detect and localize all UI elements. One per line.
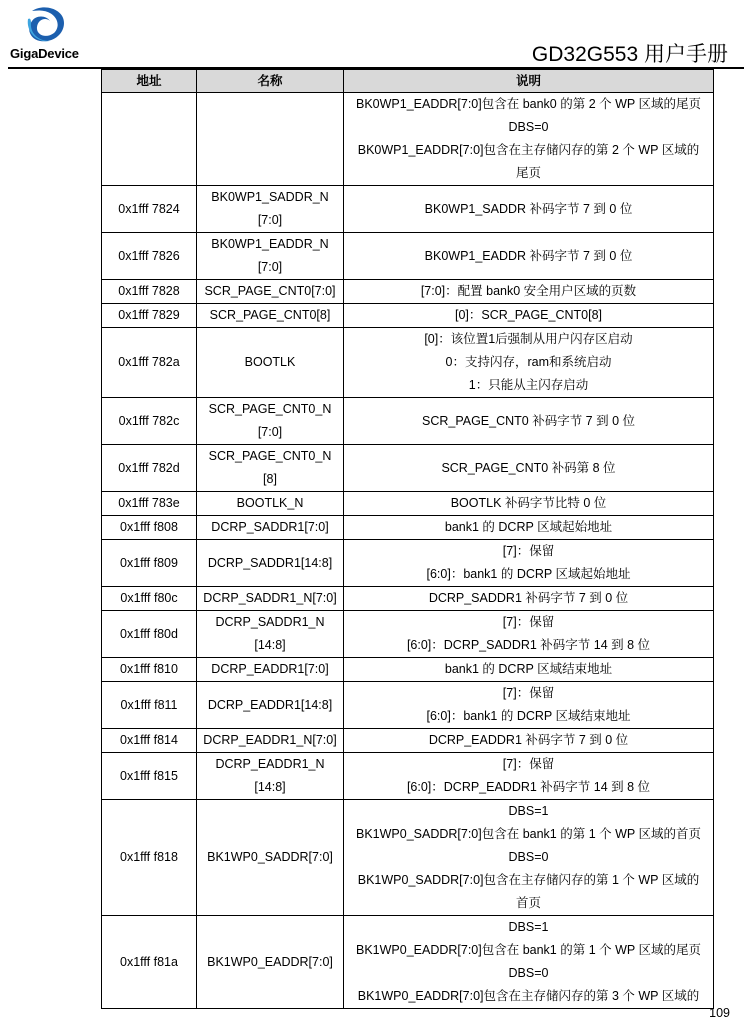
cell-description-line: DCRP_EADDR1 补码字节 7 到 0 位	[428, 733, 629, 747]
cell-name	[197, 186, 344, 233]
cell-address: 0x1fff 7826	[102, 233, 197, 280]
table-row	[102, 186, 714, 233]
cell-description-line: BK0WP1_EADDR[7:0]包含在 bank0 的第 2 个 WP 区域的尾页	[355, 97, 701, 111]
cell-description	[344, 328, 714, 398]
cell-name-line: SCR_PAGE_CNT0_N	[208, 402, 332, 416]
cell-description	[344, 304, 714, 328]
cell-description-line: [0]：SCR_PAGE_CNT0[8]	[454, 308, 603, 322]
cell-address: 0x1fff f811	[102, 682, 197, 729]
cell-address: 0x1fff f814	[102, 729, 197, 753]
gigadevice-logo-mark-icon	[24, 5, 68, 45]
cell-description-line: [7]：保留	[502, 757, 555, 771]
cell-description-line: DBS=1	[508, 804, 549, 818]
cell-description	[344, 611, 714, 658]
cell-description	[344, 398, 714, 445]
table-body	[102, 93, 714, 1009]
cell-name	[197, 682, 344, 729]
cell-description	[344, 445, 714, 492]
cell-description	[344, 186, 714, 233]
column-header-description: 说明	[344, 70, 714, 93]
cell-name	[197, 587, 344, 611]
gigadevice-logo	[10, 5, 80, 63]
table-row	[102, 611, 714, 658]
cell-description	[344, 516, 714, 540]
table-row	[102, 800, 714, 916]
cell-name-line: [7:0]	[257, 425, 283, 439]
table-row	[102, 492, 714, 516]
table-row	[102, 753, 714, 800]
cell-description	[344, 587, 714, 611]
cell-description-line: [6:0]：DCRP_SADDR1 补码字节 14 到 8 位	[406, 638, 651, 652]
cell-name	[197, 753, 344, 800]
cell-name	[197, 658, 344, 682]
cell-name	[197, 233, 344, 280]
cell-address: 0x1fff 7829	[102, 304, 197, 328]
cell-name-line: DCRP_EADDR1_N[7:0]	[203, 733, 337, 747]
cell-description-line: DBS=1	[508, 920, 549, 934]
cell-address: 0x1fff f809	[102, 540, 197, 587]
table-row	[102, 280, 714, 304]
cell-name-line: [8]	[263, 472, 277, 486]
cell-name-line: DCRP_SADDR1[7:0]	[211, 520, 329, 534]
column-header-name: 名称	[197, 70, 344, 93]
page-number: 109	[709, 1006, 730, 1020]
cell-description-line: DBS=0	[508, 120, 549, 134]
cell-address: 0x1fff f815	[102, 753, 197, 800]
cell-address	[102, 93, 197, 186]
table-row	[102, 729, 714, 753]
cell-name-line: BK0WP1_EADDR_N	[211, 237, 329, 251]
table-row	[102, 916, 714, 1009]
table-row	[102, 682, 714, 729]
cell-description-line: SCR_PAGE_CNT0 补码第 8 位	[441, 460, 616, 475]
cell-name	[197, 916, 344, 1009]
cell-description-line: 尾页	[515, 166, 541, 180]
cell-name-line: [7:0]	[257, 260, 283, 274]
cell-name-line: BOOTLK	[244, 355, 296, 369]
cell-description-line: BK0WP1_EADDR[7:0]包含在主存储闪存的第 2 个 WP 区域的	[357, 143, 700, 157]
cell-description-line: BK1WP0_SADDR[7:0]包含在主存储闪存的第 1 个 WP 区域的	[357, 873, 700, 887]
cell-address: 0x1fff 7824	[102, 186, 197, 233]
table-row	[102, 445, 714, 492]
cell-description-line: DBS=0	[508, 850, 549, 864]
cell-name-line: BK1WP0_EADDR[7:0]	[207, 954, 333, 969]
cell-description	[344, 658, 714, 682]
cell-description-line: [6:0]：DCRP_EADDR1 补码字节 14 到 8 位	[406, 780, 651, 794]
cell-description-line: [7]：保留	[502, 544, 555, 558]
cell-name-line: SCR_PAGE_CNT0[8]	[209, 308, 331, 322]
cell-name-line: DCRP_EADDR1_N	[215, 757, 325, 771]
cell-description-line: 1：只能从主闪存启动	[468, 378, 589, 392]
cell-address: 0x1fff f81a	[102, 916, 197, 1009]
cell-address: 0x1fff f808	[102, 516, 197, 540]
cell-description	[344, 682, 714, 729]
cell-name-line: DCRP_SADDR1_N	[215, 615, 325, 629]
option-byte-table	[101, 69, 714, 1009]
table-row	[102, 516, 714, 540]
cell-name	[197, 492, 344, 516]
cell-description-line: BK1WP0_SADDR[7:0]包含在 bank1 的第 1 个 WP 区域的首页	[355, 827, 701, 841]
cell-description	[344, 93, 714, 186]
cell-name	[197, 540, 344, 587]
cell-description-line: BK0WP1_SADDR 补码字节 7 到 0 位	[424, 201, 633, 216]
cell-address: 0x1fff 782c	[102, 398, 197, 445]
cell-name	[197, 611, 344, 658]
table-row	[102, 328, 714, 398]
cell-address: 0x1fff 782d	[102, 445, 197, 492]
cell-name	[197, 304, 344, 328]
cell-name-line: DCRP_EADDR1[7:0]	[211, 662, 329, 676]
table-row	[102, 304, 714, 328]
cell-name-line: DCRP_SADDR1_N[7:0]	[203, 591, 337, 605]
cell-description-line: BK1WP0_EADDR[7:0]包含在主存储闪存的第 3 个 WP 区域的	[357, 989, 700, 1003]
cell-name-line: [7:0]	[257, 213, 283, 227]
cell-name-line: BOOTLK_N	[236, 496, 304, 510]
cell-name	[197, 800, 344, 916]
cell-name	[197, 729, 344, 753]
table-row	[102, 93, 714, 186]
cell-name-line: SCR_PAGE_CNT0[7:0]	[204, 284, 336, 298]
cell-address: 0x1fff f810	[102, 658, 197, 682]
cell-description	[344, 916, 714, 1009]
document-title: GD32G553 用户手册	[531, 43, 728, 66]
cell-address: 0x1fff 7828	[102, 280, 197, 304]
cell-address: 0x1fff f80d	[102, 611, 197, 658]
table-row	[102, 398, 714, 445]
table-header-row	[102, 70, 714, 93]
table-row	[102, 233, 714, 280]
cell-name	[197, 328, 344, 398]
cell-description-line: bank1 的 DCRP 区域起始地址	[444, 520, 613, 534]
table-row	[102, 658, 714, 682]
cell-name	[197, 93, 344, 186]
cell-description-line: 首页	[515, 896, 541, 910]
cell-description-line: DBS=0	[508, 966, 549, 980]
table-row	[102, 540, 714, 587]
cell-name	[197, 398, 344, 445]
cell-description	[344, 540, 714, 587]
cell-name-line: DCRP_EADDR1[14:8]	[207, 697, 333, 712]
cell-description-line: [7]：保留	[502, 686, 555, 700]
cell-description	[344, 729, 714, 753]
cell-description-line: [7]：保留	[502, 615, 555, 629]
cell-description-line: DCRP_SADDR1 补码字节 7 到 0 位	[428, 591, 629, 605]
cell-description-line: bank1 的 DCRP 区域结束地址	[444, 662, 613, 676]
cell-name	[197, 445, 344, 492]
cell-description-line: BOOTLK 补码字节比特 0 位	[450, 496, 607, 510]
cell-name-line: DCRP_SADDR1[14:8]	[207, 555, 333, 570]
cell-description-line: [6:0]：bank1 的 DCRP 区域结束地址	[426, 709, 631, 723]
cell-name-line: [14:8]	[254, 638, 286, 652]
cell-description	[344, 800, 714, 916]
logo-text: GigaDevice	[10, 46, 79, 61]
cell-description-line: [6:0]：bank1 的 DCRP 区域起始地址	[426, 567, 631, 581]
cell-description	[344, 492, 714, 516]
cell-description-line: 0：支持闪存，ram和系统启动	[445, 355, 612, 369]
cell-description-line: BK0WP1_EADDR 补码字节 7 到 0 位	[424, 248, 633, 263]
cell-name-line: BK1WP0_SADDR[7:0]	[207, 850, 333, 864]
cell-address: 0x1fff f818	[102, 800, 197, 916]
cell-description-line: [0]：该位置1后强制从用户闪存区启动	[424, 332, 633, 346]
cell-address: 0x1fff 783e	[102, 492, 197, 516]
cell-name-line: SCR_PAGE_CNT0_N	[208, 449, 332, 463]
cell-address: 0x1fff f80c	[102, 587, 197, 611]
cell-description-line: BK1WP0_EADDR[7:0]包含在 bank1 的第 1 个 WP 区域的尾页	[355, 943, 701, 957]
cell-description	[344, 280, 714, 304]
cell-description-line: [7:0]：配置 bank0 安全用户区域的页数	[420, 284, 637, 298]
cell-description	[344, 753, 714, 800]
cell-name-line: [14:8]	[254, 780, 286, 794]
cell-description	[344, 233, 714, 280]
table-row	[102, 587, 714, 611]
cell-name	[197, 516, 344, 540]
cell-name-line: BK0WP1_SADDR_N	[211, 190, 329, 204]
cell-description-line: SCR_PAGE_CNT0 补码字节 7 到 0 位	[421, 413, 635, 428]
column-header-address: 地址	[102, 70, 197, 93]
cell-name	[197, 280, 344, 304]
cell-address: 0x1fff 782a	[102, 328, 197, 398]
